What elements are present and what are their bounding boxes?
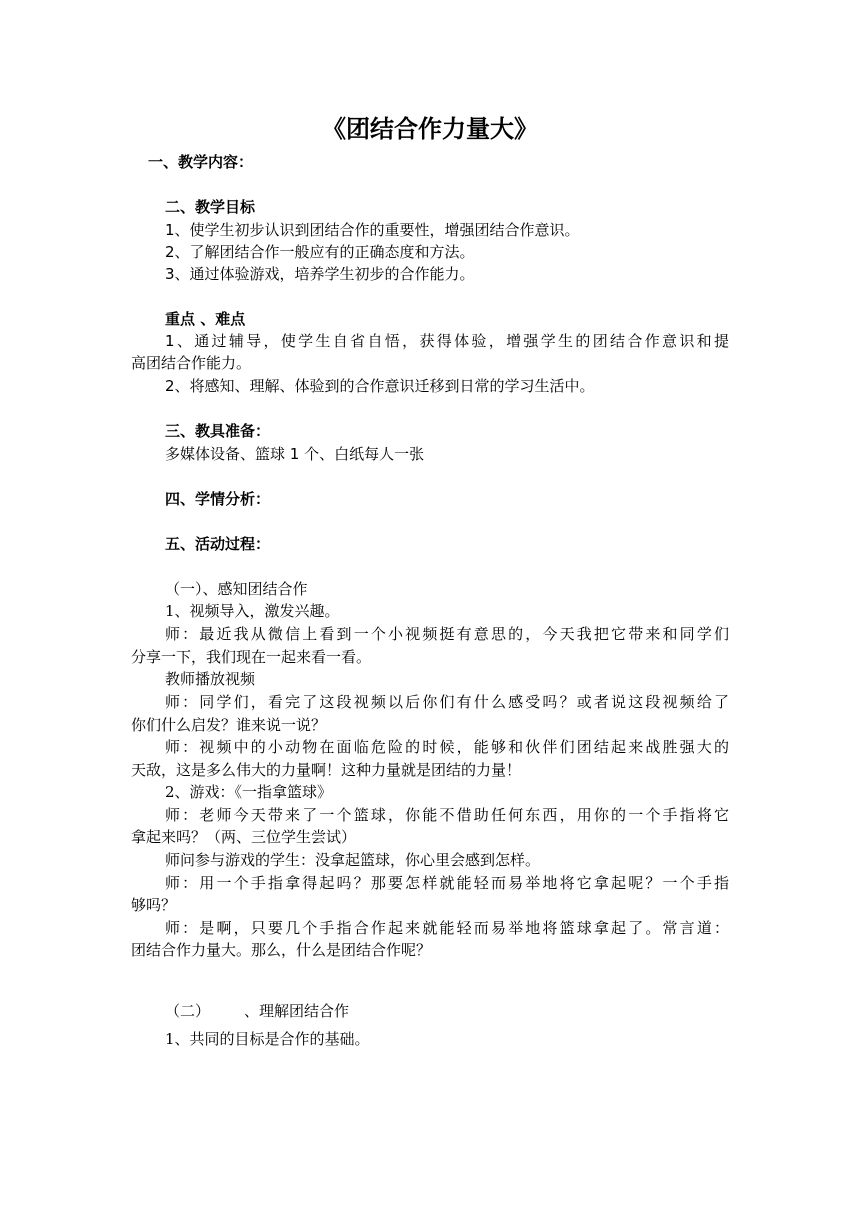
part1-line-3: 教师播放视频 [165, 670, 256, 688]
part2-heading-number: （二） [165, 1002, 211, 1020]
part1-line-7a: 师：老师今天带来了一个篮球，你能不借助任何东西，用你的一个手指将它 [165, 806, 729, 824]
goal-item-1: 1、使学生初步认识到团结合作的重要性，增强团结合作意识。 [165, 221, 580, 239]
goal-item-2: 2、了解团结合作一般应有的正确态度和方法。 [165, 243, 475, 261]
part1-line-9b: 够吗？ [131, 896, 177, 914]
goal-item-3: 3、通过体验游戏，培养学生初步的合作能力。 [165, 265, 475, 283]
part1-line-2a: 师：最近我从微信上看到一个小视频挺有意思的，今天我把它带来和同学们 [165, 625, 729, 643]
part1-heading: （一）、感知团结合作 [165, 580, 308, 598]
section-heading-analysis: 四、学情分析： [165, 490, 271, 508]
keypoint-item-2: 2、将感知、理解、体验到的合作意识迁移到日常的学习生活中。 [165, 377, 595, 395]
part1-line-8: 师问参与游戏的学生：没拿起篮球，你心里会感到怎样。 [165, 851, 541, 869]
part1-line-6: 2、游戏：《一指拿篮球》 [165, 783, 333, 801]
section-heading-keypoints: 重点 、难点 [165, 310, 246, 328]
part2-line-1: 1、共同的目标是合作的基础。 [165, 1030, 370, 1048]
part1-line-7b: 拿起来吗？（两、三位学生尝试） [131, 828, 357, 846]
section-heading-process: 五、活动过程： [165, 535, 271, 553]
part1-line-5a: 师：视频中的小动物在面临危险的时候，能够和伙伴们团结起来战胜强大的 [165, 738, 729, 756]
section-heading-goals: 二、教学目标 [165, 198, 256, 216]
part1-line-5b: 天敌，这是多么伟大的力量啊！这种力量就是团结的力量！ [131, 761, 522, 779]
document-title: 《团结合作力量大》 [322, 115, 538, 143]
part1-line-4b: 你们什么启发？谁来说一说？ [131, 716, 327, 734]
tools-text: 多媒体设备、篮球 1 个、白纸每人一张 [165, 445, 425, 463]
part1-line-9a: 师：用一个手指拿得起吗？那要怎样就能轻而易举地将它拿起呢？一个手指 [165, 874, 729, 892]
keypoint-item-1-line-1: 1、通过辅导，使学生自省自悟，获得体验，增强学生的团结合作意识和提 [165, 332, 729, 350]
part1-line-4a: 师：同学们，看完了这段视频以后你们有什么感受吗？或者说这段视频给了 [165, 693, 729, 711]
part1-line-10b: 团结合作力量大。那么，什么是团结合作呢？ [131, 941, 432, 959]
part1-line-2b: 分享一下，我们现在一起来看一看。 [131, 648, 372, 666]
part1-line-10a: 师：是啊，只要几个手指合作起来就能轻而易举地将篮球拿起了。常言道： [165, 919, 729, 937]
section-heading-content: 一、教学内容： [148, 153, 254, 171]
part2-heading-text: 、理解团结合作 [244, 1002, 350, 1020]
section-heading-tools: 三、教具准备： [165, 422, 271, 440]
part1-line-1: 1、视频导入，激发兴趣。 [165, 602, 340, 620]
keypoint-item-1-line-2: 高团结合作能力。 [131, 354, 252, 372]
